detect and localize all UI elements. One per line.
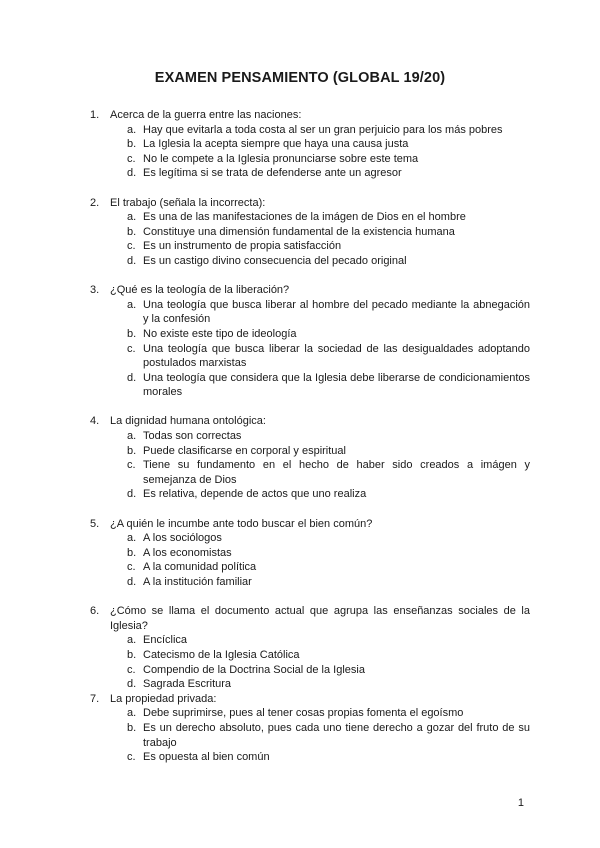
option-text: Tiene su fundamento en el hecho de haber sido creados a imágen y semejanza de Dios [143,459,530,486]
option-letter: b. [127,138,137,151]
answer-option [90,633,530,648]
page-title: EXAMEN PENSAMIENTO (GLOBAL 19/20) [154,70,446,86]
option-letter: a. [127,430,137,443]
question-number: 5. [90,517,100,530]
option-text: Es un derecho absoluto, pues cada uno tiene derecho a gozar del fruto de su trabajo [143,721,530,749]
option-text: Catecismo de la Iglesia Católica [143,648,300,661]
answer-option [90,575,530,590]
option-letter: b. [127,721,137,734]
answer-option [90,342,530,371]
question-6 [90,604,530,692]
question-number: 2. [90,196,100,209]
option-text: No le compete a la Iglesia pronunciarse sobre este tema [143,152,419,165]
option-text: No existe este tipo de ideología [143,327,297,340]
option-letter: a. [127,123,137,136]
question-text: ¿A quién le incumbe ante todo buscar el bien común? [110,517,373,530]
option-letter: d. [127,371,137,384]
option-letter: d. [127,576,137,588]
question-3 [90,283,530,400]
question-number: 1. [90,109,100,121]
option-text: Es una de las manifestaciones de la imágen de Dios en el hombre [143,211,466,224]
option-text: Hay que evitarla a toda costa al ser un gran perjuicio para los más pobres [143,123,503,136]
option-text: Constituye una dimensión fundamental de la existencia humana [143,225,455,238]
option-letter: c. [127,459,136,472]
question-4 [90,414,530,502]
option-text: Es opuesta al bien común [143,751,270,764]
option-text: A los economistas [143,546,232,559]
answer-options [90,429,530,502]
option-letter: a. [127,634,137,647]
answer-option [90,152,530,167]
answer-option [90,239,530,254]
option-text: A los sociólogos [143,532,222,545]
option-text: Sagrada Escritura [143,678,232,691]
question-text: La dignidad humana ontológica: [110,415,266,428]
question-stem [90,692,530,707]
question-1 [90,108,530,181]
option-letter: b. [127,327,137,340]
answer-option [90,254,530,269]
option-text: La Iglesia la acepta siempre que haya una causa justa [143,138,409,151]
question-stem [90,517,530,532]
option-letter: a. [127,532,137,545]
answer-option [90,298,530,327]
question-text: La propiedad privada: [110,692,217,705]
answer-options [90,633,530,691]
option-text: A la comunidad política [143,561,257,574]
answer-option [90,166,530,181]
answer-option [90,721,530,750]
question-text: ¿Cómo se llama el documento actual que agrupa las enseñanzas sociales de la Iglesia? [110,605,530,632]
option-letter: b. [127,648,137,661]
option-text: Una teología que considera que la Iglesia debe liberarse de condicionamientos morales [143,371,530,399]
option-text: Compendio de la Doctrina Social de la Iglesia [143,663,365,676]
option-letter: c. [127,663,136,676]
question-text: Acerca de la guerra entre las naciones: [110,109,302,121]
answer-options [90,298,530,400]
option-text: Todas son correctas [143,430,242,443]
option-text: Es un instrumento de propia satisfacción [143,240,342,253]
answer-option [90,444,530,459]
answer-option [90,123,530,138]
question-number: 6. [90,605,100,618]
option-letter: c. [127,561,136,574]
option-text: Es relativa, depende de actos que uno realiza [143,488,367,501]
answer-option [90,210,530,225]
question-2 [90,196,530,269]
option-letter: d. [127,167,137,180]
option-letter: d. [127,488,137,501]
question-number: 4. [90,415,100,428]
answer-options [90,123,530,181]
question-stem [90,414,530,429]
answer-option [90,487,530,502]
question-stem [90,283,530,298]
option-text: Es un castigo divino consecuencia del pecado original [143,254,407,267]
answer-option [90,546,530,561]
question-stem [90,604,530,633]
option-letter: a. [127,707,137,720]
answer-option [90,371,530,400]
option-text: A la institución familiar [143,576,252,588]
option-text: Una teología que busca liberar al hombre del pecado mediante la abnegación y la confesión [143,298,530,326]
answer-option [90,458,530,487]
option-letter: b. [127,444,137,457]
answer-option [90,327,530,342]
option-text: Puede clasificarse en corporal y espiritual [143,444,346,457]
option-text: Una teología que busca liberar la sociedad de las desigualdades adoptando postulados marxistas [143,342,530,370]
question-5 [90,517,530,590]
option-letter: c. [127,342,136,355]
option-letter: d. [127,678,137,691]
question-text: El trabajo (señala la incorrecta): [110,196,266,209]
answer-option [90,531,530,546]
answer-option [90,429,530,444]
option-letter: d. [127,254,137,267]
option-letter: a. [127,298,137,311]
option-letter: a. [127,211,137,224]
option-text: Debe suprimirse, pues al tener cosas propias fomenta el egoísmo [143,707,464,720]
answer-option [90,560,530,575]
answer-options [90,531,530,589]
question-text: ¿Qué es la teología de la liberación? [110,284,290,297]
option-text: Encíclica [143,634,188,647]
question-stem [90,196,530,211]
option-text: Es legítima si se trata de defenderse ante un agresor [143,167,402,180]
answer-option [90,137,530,152]
option-letter: c. [127,751,136,764]
option-letter: b. [127,225,137,238]
answer-option [90,706,530,721]
option-letter: b. [127,546,137,559]
answer-option [90,750,530,765]
question-number: 7. [90,692,100,705]
answer-option [90,663,530,678]
page-number: 1 [517,797,524,809]
option-letter: c. [127,152,136,165]
question-stem [90,108,530,123]
answer-option [90,648,530,663]
answer-option [90,225,530,240]
answer-option [90,677,530,692]
option-letter: c. [127,240,136,253]
question-number: 3. [90,284,100,297]
answer-options [90,706,530,764]
answer-options [90,210,530,268]
question-list [90,108,530,779]
question-7 [90,692,530,765]
